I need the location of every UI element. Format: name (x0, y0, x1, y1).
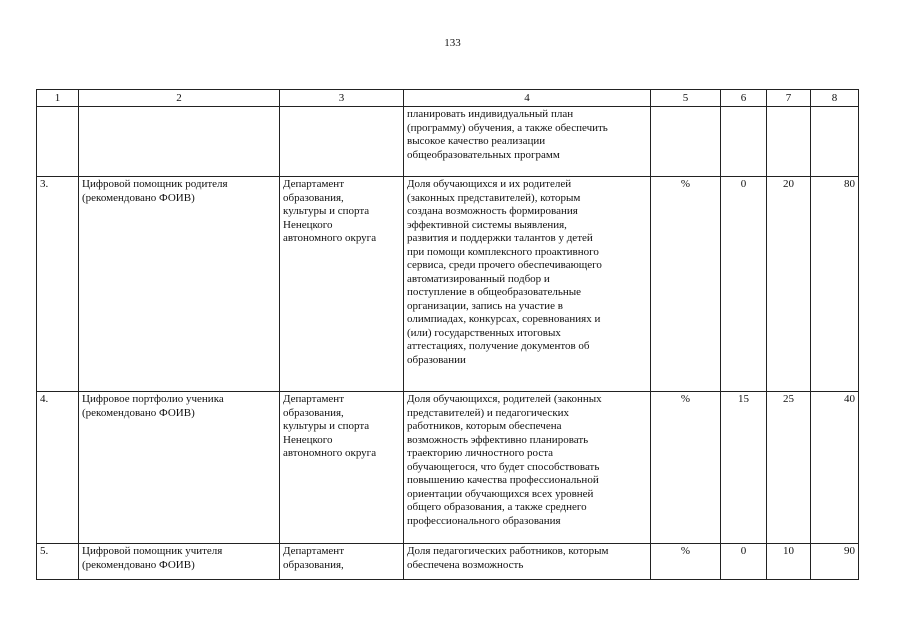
cell-number: 4. (37, 392, 79, 544)
cell-value-7: 25 (767, 392, 811, 544)
cell-empty (721, 107, 767, 177)
cell-unit: % (651, 544, 721, 580)
col-header-1: 1 (37, 90, 79, 107)
cell-empty (79, 107, 280, 177)
cell-service: Цифровое портфолио ученика (рекомендовано ФОИВ) (79, 392, 280, 544)
col-header-8: 8 (811, 90, 859, 107)
table-row-continuation (37, 107, 859, 177)
page-number: 133 (444, 37, 461, 49)
indicators-table (36, 89, 859, 580)
cell-empty (651, 107, 721, 177)
cell-indicator: Доля обучающихся, родителей (законных представителей) и педагогических работников, которым обеспечена возможность эффективно планировать траекторию личностного роста обучающегося, что будет способствовать повышению качества профессиональной ориентации обучающихся всех уровней общего образования, а также среднего профессионального образования (404, 392, 651, 544)
col-header-7: 7 (767, 90, 811, 107)
cell-value-7: 10 (767, 544, 811, 580)
col-header-2: 2 (79, 90, 280, 107)
cell-number: 3. (37, 177, 79, 392)
cell-unit: % (651, 177, 721, 392)
table-row (37, 392, 859, 544)
cell-value-7: 20 (767, 177, 811, 392)
cell-department: Департамент образования, культуры и спорта Ненецкого автономного округа (280, 177, 404, 392)
cell-empty (280, 107, 404, 177)
cell-value-6: 0 (721, 177, 767, 392)
cell-number: 5. (37, 544, 79, 580)
col-header-6: 6 (721, 90, 767, 107)
cell-service: Цифровой помощник родителя (рекомендовано ФОИВ) (79, 177, 280, 392)
cell-value-8: 90 (811, 544, 859, 580)
cell-value-8: 40 (811, 392, 859, 544)
col-header-4: 4 (404, 90, 651, 107)
table-row (37, 177, 859, 392)
table-row (37, 544, 859, 580)
col-header-5: 5 (651, 90, 721, 107)
header-row (37, 90, 859, 107)
cell-value-8: 80 (811, 177, 859, 392)
col-header-3: 3 (280, 90, 404, 107)
cell-department: Департамент образования, культуры и спорта Ненецкого автономного округа (280, 392, 404, 544)
cell-empty (37, 107, 79, 177)
cell-department: Департамент образования, (280, 544, 404, 580)
cell-indicator-continuation: планировать индивидуальный план (программу) обучения, а также обеспечить высокое качество реализации общеобразовательных программ (404, 107, 651, 177)
cell-empty (811, 107, 859, 177)
cell-value-6: 0 (721, 544, 767, 580)
cell-value-6: 15 (721, 392, 767, 544)
cell-empty (767, 107, 811, 177)
cell-indicator: Доля педагогических работников, которым обеспечена возможность (404, 544, 651, 580)
cell-unit: % (651, 392, 721, 544)
cell-indicator: Доля обучающихся и их родителей (законных представителей), которым создана возможность формирования эффективной системы выявления, развития и поддержки талантов у детей при помощи комплексного проактивного сервиса, среди прочего обеспечивающего автоматизированный подбор и поступление в общеобразовательные организации, запись на участие в олимпиадах, конкурсах, соревнованиях и (или) государственных итоговых аттестациях, получение документов об образовании (404, 177, 651, 392)
cell-service: Цифровой помощник учителя (рекомендовано ФОИВ) (79, 544, 280, 580)
